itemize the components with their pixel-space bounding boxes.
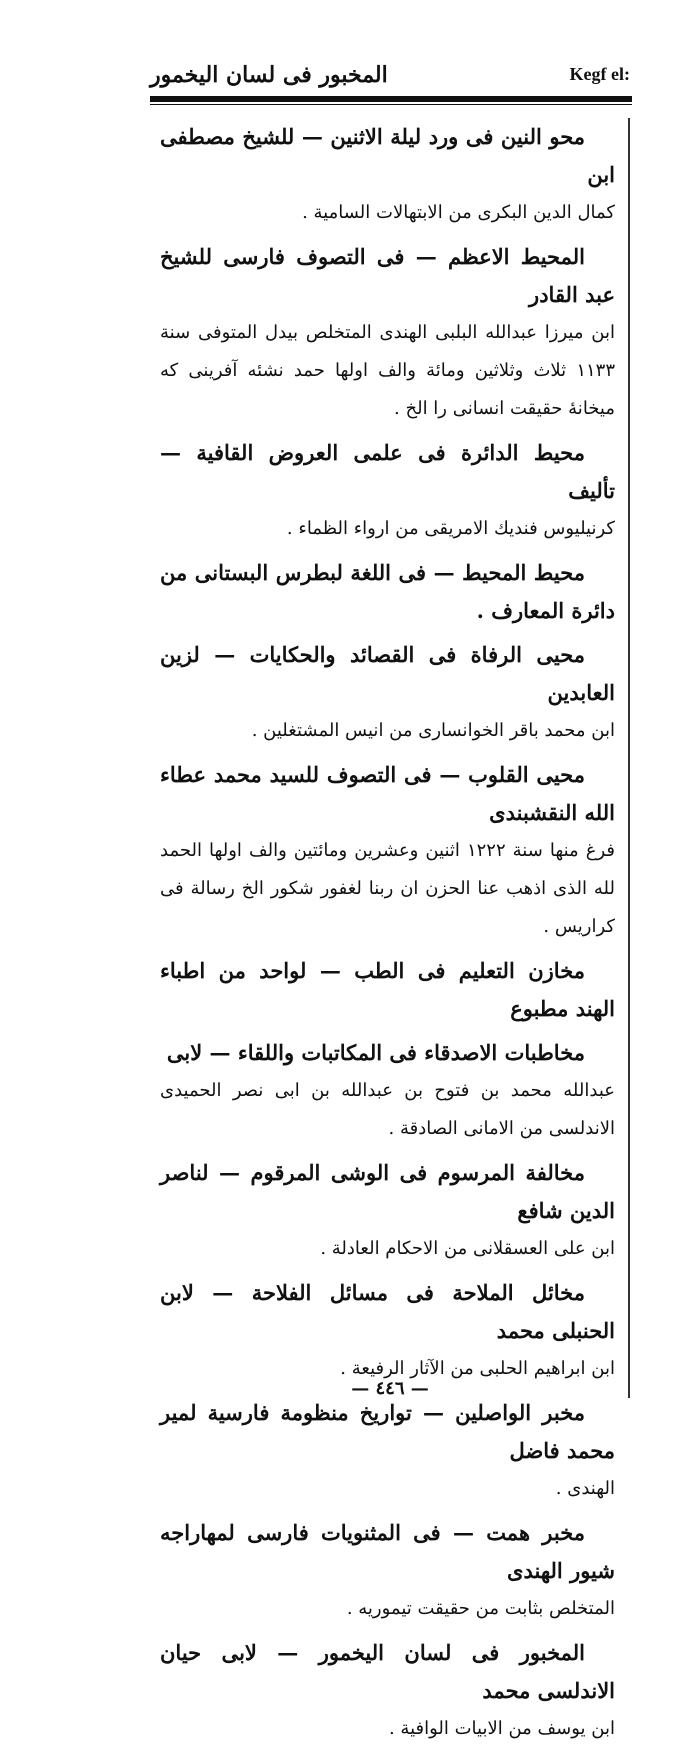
running-title: المخبور فى لسان اليخمور	[150, 62, 388, 88]
entry-8	[160, 1034, 615, 1148]
entry-body: ابن ميرزا عبدالله البلبى الهندى المتخلص بيدل المتوفى سنة ١١٣٣ ثلاث وثلاثين ومائة والف اولها حمد نشئه آفرينى كه ميخانهٔ حقيقت انسانى را الخ .	[160, 322, 615, 419]
entry-1	[160, 118, 615, 232]
entry-body: عبدالله محمد بن فتوح بن عبدالله بن ابى نصر الحميدى الاندلسى من الامانى الصادقة .	[160, 1080, 615, 1139]
entry-head: مخائل الملاحة فى مسائل الفلاحة — لابن الحنبلى محمد	[160, 1280, 615, 1343]
header-code: Kegf el:	[569, 64, 630, 84]
entry-body: ابن ابراهيم الحلبى من الآثار الرفيعة .	[340, 1358, 615, 1379]
entry-9	[160, 1154, 615, 1268]
margin-line	[628, 118, 630, 1398]
entry-10	[160, 1274, 615, 1388]
entry-head: المحيط الاعظم — فى التصوف فارسى للشيخ عبد القادر	[160, 244, 615, 307]
entry-body: ابن يوسف من الابيات الوافية .	[388, 1718, 615, 1739]
entry-body: ابن على العسقلانى من الاحكام العادلة .	[320, 1238, 615, 1259]
entry-head: مخالفة المرسوم فى الوشى المرقوم — لناصر الدين شافع	[160, 1160, 615, 1223]
entry-head: مخبر الواصلين — تواريخ منظومة فارسية لمير محمد فاضل	[160, 1400, 615, 1463]
entry-head: المخبور فى لسان اليخمور — لابى حيان الاندلسى محمد	[160, 1640, 615, 1703]
entry-head: مخاطبات الاصدقاء فى المكاتبات واللقاء — لابى	[166, 1040, 585, 1065]
entry-body: المتخلص بثابت من حقيقت تيموريه .	[346, 1598, 615, 1619]
entry-head: محيط المحيط — فى اللغة لبطرس البستانى من دائرة المعارف .	[160, 560, 615, 623]
entry-7	[160, 952, 615, 1028]
page-number: — ٤٤٦ —	[351, 1378, 429, 1399]
entry-head: محيى الرفاة فى القصائد والحكايات — لزين العابدين	[160, 642, 615, 705]
header-rule-thick	[150, 96, 632, 102]
entries-list	[160, 118, 615, 1754]
header-rule-thin	[150, 104, 632, 105]
entry-body: الهندى .	[555, 1478, 615, 1499]
entry-body: فرغ منها سنة ١٢٢٢ اثنين وعشرين ومائتين والف اولها الحمد لله الذى اذهب عنا الحزن ان ربنا لغفور شكور الخ رسالة فى كراريس .	[160, 840, 615, 937]
entry-4	[160, 554, 615, 630]
entry-2	[160, 238, 615, 428]
entry-head: مخبر همت — فى المثنويات فارسى لمهاراجه شيور الهندى	[160, 1520, 615, 1583]
entry-3	[160, 434, 615, 548]
entry-head: محيى القلوب — فى التصوف للسيد محمد عطاء الله النقشبندى	[160, 762, 615, 825]
entry-body: ابن محمد باقر الخوانسارى من انيس المشتغلين .	[251, 720, 615, 741]
entry-13	[160, 1634, 615, 1748]
entry-6	[160, 756, 615, 946]
entry-11	[160, 1394, 615, 1508]
entry-head: مخازن التعليم فى الطب — لواحد من اطباء الهند مطبوع	[160, 958, 615, 1021]
entry-body: كمال الدين البكرى من الابتهالات السامية .	[302, 202, 615, 223]
page-header	[150, 58, 630, 96]
entry-head: محو النين فى ورد ليلة الاثنين — للشيخ مصطفى ابن	[160, 124, 615, 187]
entry-body: كرنيليوس فنديك الامريقى من ارواء الظماء .	[286, 518, 615, 539]
entry-head: محيط الدائرة فى علمى العروض القافية — تأليف	[160, 440, 615, 503]
entry-12	[160, 1514, 615, 1628]
entry-5	[160, 636, 615, 750]
